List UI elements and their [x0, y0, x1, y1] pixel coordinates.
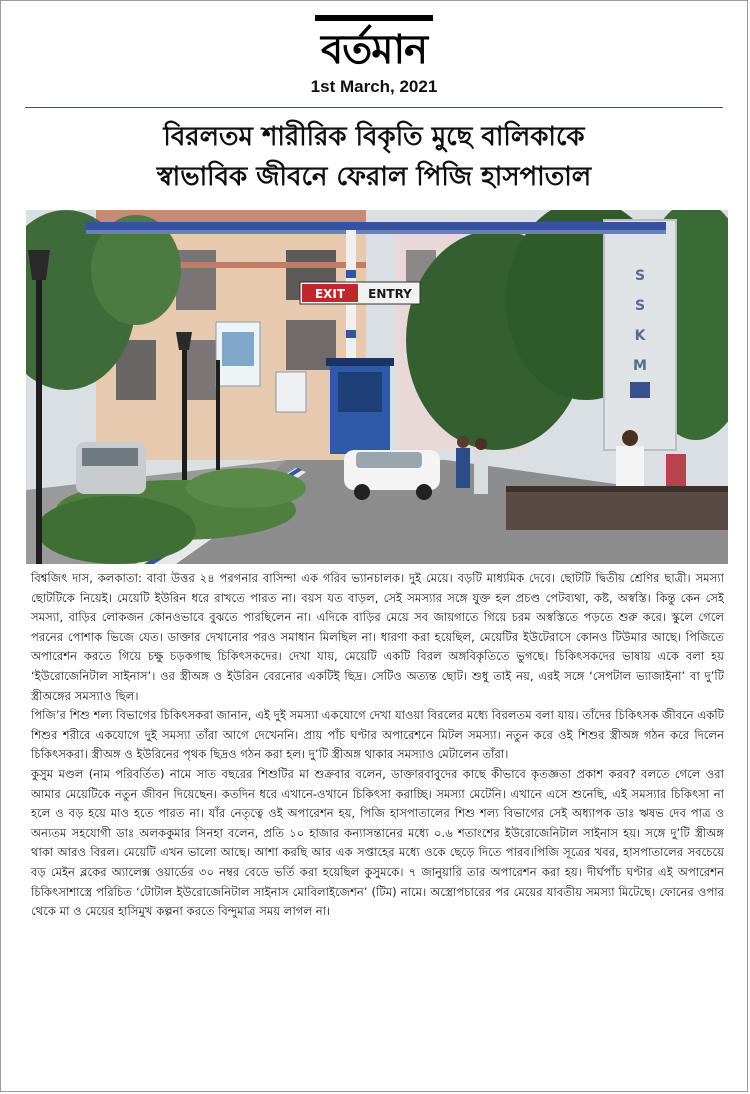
exit-sign-text: EXIT [314, 287, 346, 301]
header-divider [25, 107, 723, 108]
pillar-letter-m: M [633, 358, 647, 374]
pillar-letter-s2: S [634, 298, 646, 314]
article-headline [1, 117, 747, 197]
headline-line-1: বিরলতম শারীরিক বিকৃতি মুছে বালিকাকে [163, 122, 585, 152]
entry-sign-text: ENTRY [368, 287, 412, 301]
article-paragraph-3: কুসুম মণ্ডল (নাম পরিবর্তিত) নামে সাত বছরের শিশুটির মা শুক্রবার বলেন, ডাক্তারবাবুদের কাছে কীভাবে কৃতজ্ঞতা প্রকাশ করব? বলতে গেলে ওরা আমার মেয়েটিকে নতুন জীবন দিয়েছেন। কতদিন ধরে এখানে-ওখানে চিকিৎসা করাচ্ছি। সমস্যা মেটেনি। এখানে এসে শুনেছি, এই সমস্যার চিকিৎসা না হলে ও বড় হয়ে মাও হতে পারত না। যাঁর নেতৃত্বে ওই অপারেশন হয়, পিজি হাসপাতালের শিশু শল্য বিভাগের সেই অধ্যাপক ডাঃ ঋষভ দেব পাত্র ও অন্যতম সহযোগী ডাঃ অলককুমার সিনহা বলেন, প্রতি ১০ হাজার কন্যাসন্তানের মধ্যে ০.৬ শতাংশের ইউরোজেনিটাল সাইনাস হয়। সঙ্গে দু’টি স্ত্রীঅঙ্গ থাকা আরও বিরল। মেয়েটি এখন ভালো আছে। আশা করছি আর এক সপ্তাহের মধ্যে ওকে ছেড়ে দিতে পারব।পিজি সূত্রের খবর, হাসপাতালের সবচেয়ে বড় মেইন ব্লকের অ্যালেক্স ওয়ার্ডের ৩০ নম্বর বেডে ভর্তি করা হয়েছিল কুসুমকে। ৭ জানুয়ারি তার অপারেশন করা হয়। দীর্ঘপাঁচ ঘণ্টার এই অপারেশন চিকিৎসাশাস্ত্রে পরিচিত ‘টোটাল ইউরোজেনিটাল সাইনাস মোবিলাইজেশন’ (টিম) নামে। অস্ত্রোপচারের পর মেয়ের যাবতীয় সমস্যা মিটেছে। ফোনের ওপার থেকে মা ও মেয়ের হাসিমুখ কল্পনা করতে বিন্দুমাত্র সময় লাগল না। [31, 766, 724, 919]
hospital-gate-photo [26, 210, 728, 564]
article-paragraph-1: বিশ্বজিৎ দাস, কলকাতা: বাবা উত্তর ২৪ পরগনার বাসিন্দা এক গরিব ভ্যানচালক। দুই মেয়ে। বড়টি মাধ্যমিক দেবে। ছোটটি দ্বিতীয় শ্রেণির ছাত্রী। সমস্যা ছোটটিকে নিয়েই। মেয়েটি ইউরিন ধরে রাখতে পারত না। বয়স যত বাড়ল, সেই সমস্যার সঙ্গে যুক্ত হল প্রচণ্ড পেটব্যথা, কষ্ট, অস্বস্তি। কিন্তু কেন সেই সমস্যা, বাড়ির লোকজন কোনওভাবে বুঝতে পারছিলেন না। এদিকে বাড়ির মেয়ে সব জায়গাতে গিয়ে চরম অস্বস্তিতে পড়তে শুরু করে। স্কুলে গেলে পরনের পোশাক ভিজে যেত। ডাক্তার দেখানোর পরও সমাধান মিলছিল না। ধারণা করা হয়েছিল, মেয়েটির ইউটেরাসে কোনও টিউমার আছে। পিজিতে অপারেশন করতে গিয়ে চক্ষু চড়কগাছ চিকিৎসকদের। দেখা যায়, মেয়েটি একটি বিরল অঙ্গবিকৃতিতে ভুগছে। চিকিৎসকদের ভাষায় একে বলা হয় ‘ইউরোজেনিটাল সাইনাস’। ওর স্ত্রীঅঙ্গ ও ইউরিন বেরনোর একটিই ছিদ্র। সেটিও অত্যন্ত ছোট। শুধু তাই নয়, এরই সঙ্গে ‘সেপটাল ভ্যাজাইনা’ বা দু’টি স্ত্রীঅঙ্গের সমস্যাও ছিল। [31, 571, 725, 703]
masthead [1, 15, 747, 79]
article-body [31, 569, 724, 922]
publication-date: 1st March, 2021 [310, 77, 438, 96]
article-paragraph-2: পিজি’র শিশু শল্য বিভাগের চিকিৎসকরা জানান, এই দুই সমস্যা একযোগে দেখা যাওয়া বিরলের মধ্যে বিরলতম বলা যায়। তাঁদের চিকিৎসক জীবনে একটি শিশুর শরীরে একযোগে দুই সমস্যা তাঁরা আগে দেখেননি। প্রায় পাঁচ ঘণ্টার অপারেশনে মিটল সমস্যা। নতুন করে ওই শিশুর স্ত্রীঅঙ্গ গঠন করে দিলেন চিকিৎসকরা। স্ত্রীঅঙ্গ ও ইউরিনের পৃথক ছিদ্রও গঠন করা হল। দু’টি স্ত্রীঅঙ্গ থাকার সমস্যাও মেটালেন তাঁরা। [31, 708, 724, 762]
headline-line-2: স্বাভাবিক জীবনে ফেরাল পিজি হাসপাতাল [156, 162, 592, 192]
pillar-letter-s1: S [634, 268, 646, 284]
pillar-letter-k: K [634, 328, 646, 344]
newspaper-logo: বর্তমান [315, 15, 433, 79]
